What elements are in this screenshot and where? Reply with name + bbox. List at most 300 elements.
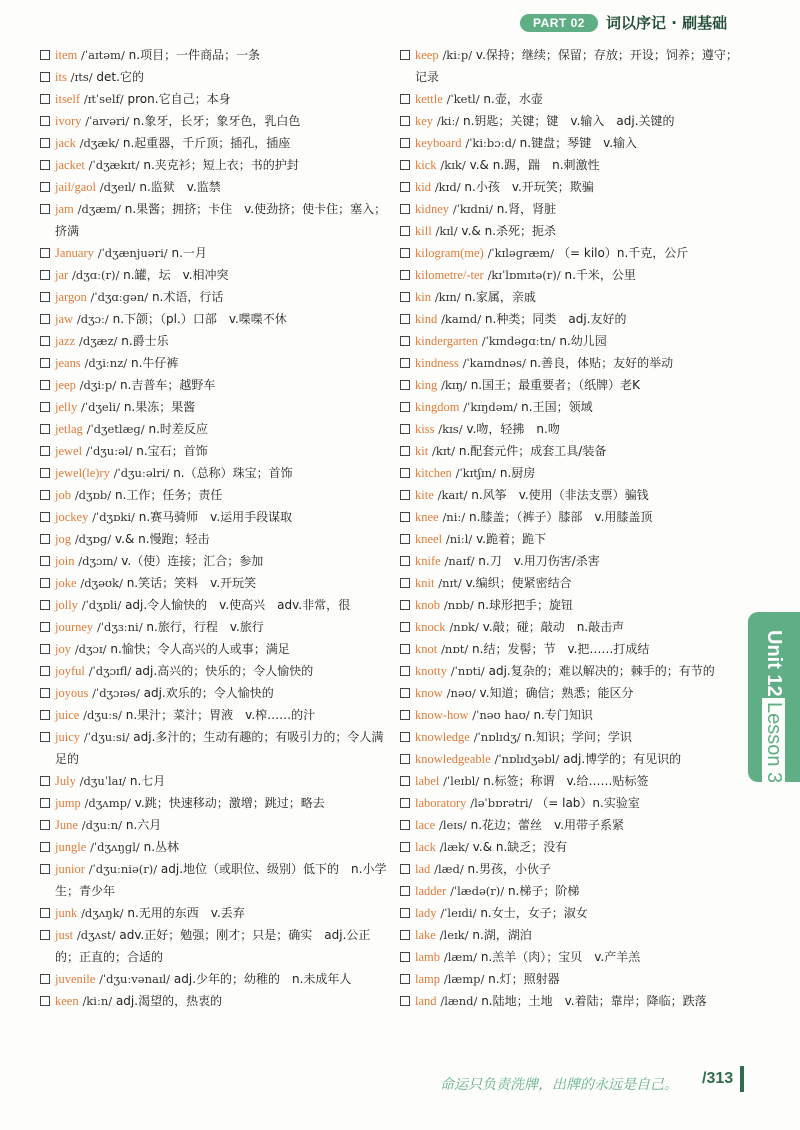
phonetic: /ˈdʒuːəlri/ xyxy=(113,466,170,480)
page-number-bar xyxy=(740,1066,744,1092)
entry-checkbox[interactable] xyxy=(40,358,50,368)
entry-checkbox[interactable] xyxy=(400,622,410,632)
headword: kill xyxy=(415,224,432,238)
phonetic: /læm/ xyxy=(443,950,477,964)
lesson-label: Lesson 3 xyxy=(762,698,785,787)
phonetic: /ˈnɒti/ xyxy=(450,664,485,678)
vocab-entry xyxy=(400,198,740,220)
phonetic: /ˈdʒuːvənaɪl/ xyxy=(99,972,171,986)
vocab-entry xyxy=(400,176,740,198)
phonetic: /nɒk/ xyxy=(449,620,479,634)
definition: n.家属，亲戚 xyxy=(464,290,536,304)
headword: item xyxy=(55,48,78,62)
vocab-column-right xyxy=(400,44,740,1012)
vocab-entry xyxy=(400,792,740,814)
headword: lad xyxy=(415,862,431,876)
headword: January xyxy=(55,246,94,260)
vocab-entry xyxy=(400,770,740,792)
phonetic: /kɪl/ xyxy=(435,224,458,238)
headword: joyful xyxy=(55,664,85,678)
entry-checkbox[interactable] xyxy=(40,688,50,698)
vocab-entry xyxy=(40,902,390,924)
headword: jolly xyxy=(55,598,78,612)
headword: know xyxy=(415,686,443,700)
entry-checkbox[interactable] xyxy=(40,732,50,742)
footer-motto: 命运只负责洗牌，出牌的永远是自己。 xyxy=(440,1077,678,1093)
phonetic: /dʒʌmp/ xyxy=(84,796,131,810)
entry-checkbox[interactable] xyxy=(40,314,50,324)
vocab-entry xyxy=(400,440,740,462)
header-title: 词以序记 · 刷基础 xyxy=(606,14,728,32)
headword: just xyxy=(55,928,74,942)
vocab-entry xyxy=(40,176,390,198)
definition: adj.令人愉快的 v.使高兴 adv.非常，很 xyxy=(125,598,351,612)
vocab-entry xyxy=(40,286,390,308)
phonetic: /ˈkɪləɡræm/ xyxy=(487,246,555,260)
phonetic: /ˈkiːbɔːd/ xyxy=(465,136,516,150)
definition: （= kilo）n.千克，公斤 xyxy=(558,246,689,260)
phonetic: /ˈaɪvəri/ xyxy=(85,114,130,128)
entry-checkbox[interactable] xyxy=(40,512,50,522)
headword: ivory xyxy=(55,114,82,128)
phonetic: /kɪn/ xyxy=(434,290,461,304)
vocab-entry xyxy=(40,506,390,528)
vocab-entry xyxy=(40,154,390,176)
entry-checkbox[interactable] xyxy=(40,534,50,544)
entry-checkbox[interactable] xyxy=(400,600,410,610)
definition: n.知识；学问；学识 xyxy=(524,730,632,744)
entry-checkbox[interactable] xyxy=(40,864,50,874)
entry-checkbox[interactable] xyxy=(40,50,50,60)
phonetic: /lænd/ xyxy=(440,994,478,1008)
vocab-entry xyxy=(400,506,740,528)
definition: n.女士，女子；淑女 xyxy=(480,906,588,920)
definition: n.风筝 v.使用（非法支票）骗钱 xyxy=(471,488,649,502)
vocab-entry xyxy=(400,880,740,902)
phonetic: /ˈdʒuːəl/ xyxy=(85,444,133,458)
vocab-entry xyxy=(400,528,740,550)
headword: join xyxy=(55,554,75,568)
phonetic: /kaɪnd/ xyxy=(441,312,482,326)
phonetic: /niːl/ xyxy=(445,532,473,546)
definition: n.男孩，小伙子 xyxy=(467,862,551,876)
entry-checkbox[interactable] xyxy=(40,710,50,720)
headword: land xyxy=(415,994,437,1008)
phonetic: /nɒb/ xyxy=(443,598,474,612)
entry-checkbox[interactable] xyxy=(400,292,410,302)
headword: kick xyxy=(415,158,437,172)
headword: keep xyxy=(415,48,439,62)
entry-checkbox[interactable] xyxy=(400,952,410,962)
headword: jewel xyxy=(55,444,83,458)
vocab-entry xyxy=(40,242,390,264)
vocab-entry xyxy=(400,242,740,264)
headword: knife xyxy=(415,554,441,568)
vocab-entry xyxy=(400,682,740,704)
vocab-entry xyxy=(400,88,740,110)
entry-checkbox[interactable] xyxy=(400,908,410,918)
vocab-entry xyxy=(40,396,390,418)
phonetic: /dʒeɪl/ xyxy=(99,180,136,194)
headword: kindness xyxy=(415,356,459,370)
vocab-entry xyxy=(400,220,740,242)
definition: adj.复杂的；难以解决的；棘手的；有节的 xyxy=(488,664,715,678)
phonetic: /ˈkaɪndnəs/ xyxy=(462,356,526,370)
definition: adj.少年的；幼稚的 n.未成年人 xyxy=(173,972,352,986)
phonetic: /dʒuˈlaɪ/ xyxy=(79,774,127,788)
definition: adv.正好；勉强；刚才；只是；确实 adj.公正的；正直的；合适的 xyxy=(55,928,371,964)
vocab-entry xyxy=(400,836,740,858)
entry-checkbox[interactable] xyxy=(40,974,50,984)
phonetic: /ˈleɪdi/ xyxy=(440,906,477,920)
entry-checkbox[interactable] xyxy=(40,402,50,412)
definition: v.& n.缺乏；没有 xyxy=(472,840,568,854)
entry-checkbox[interactable] xyxy=(400,336,410,346)
entry-checkbox[interactable] xyxy=(400,94,410,104)
phonetic: /kɪs/ xyxy=(438,422,463,436)
headword: jeep xyxy=(55,378,76,392)
definition: adj.渴望的，热衷的 xyxy=(115,994,223,1008)
phonetic: /dʒɒɡ/ xyxy=(74,532,112,546)
vocab-entry xyxy=(400,308,740,330)
phonetic: /dʒʌŋk/ xyxy=(81,906,124,920)
entry-checkbox[interactable] xyxy=(40,996,50,1006)
phonetic: /ləˈbɒrətri/ xyxy=(470,796,533,810)
vocab-entry xyxy=(40,132,390,154)
phonetic: /dʒʌst/ xyxy=(76,928,116,942)
definition: n.专门知识 xyxy=(533,708,593,722)
headword: label xyxy=(415,774,440,788)
entry-checkbox[interactable] xyxy=(40,72,50,82)
entry-checkbox[interactable] xyxy=(400,578,410,588)
vocab-entry xyxy=(40,374,390,396)
headword: kettle xyxy=(415,92,443,106)
entry-checkbox[interactable] xyxy=(40,622,50,632)
definition: n.千米，公里 xyxy=(564,268,636,282)
vocab-entry xyxy=(400,330,740,352)
vocab-entry xyxy=(400,550,740,572)
headword: jar xyxy=(55,268,69,282)
definition: n.牛仔裤 xyxy=(130,356,179,370)
definition: n.六月 xyxy=(125,818,162,832)
definition: n.项目；一件商品；一条 xyxy=(128,48,261,62)
phonetic: /læmp/ xyxy=(443,972,485,986)
entry-checkbox[interactable] xyxy=(400,402,410,412)
vocab-entry xyxy=(40,616,390,638)
entry-checkbox[interactable] xyxy=(400,688,410,698)
vocab-entry xyxy=(40,924,390,968)
phonetic: /ˈdʒuːsi/ xyxy=(83,730,130,744)
definition: n.时差反应 xyxy=(148,422,208,436)
entry-checkbox[interactable] xyxy=(40,930,50,940)
vocab-entry xyxy=(400,902,740,924)
headword: lady xyxy=(415,906,437,920)
definition: v.知道；确信；熟悉；能区分 xyxy=(479,686,634,700)
phonetic: /ˈlædə(r)/ xyxy=(450,884,505,898)
phonetic: /dʒæz/ xyxy=(78,334,118,348)
entry-checkbox[interactable] xyxy=(400,468,410,478)
definition: n.小孩 v.开玩笑；欺骗 xyxy=(464,180,594,194)
entry-checkbox[interactable] xyxy=(400,446,410,456)
vocab-entry xyxy=(40,770,390,792)
definition: n.下颌；（pl.）口部 v.喋喋不休 xyxy=(112,312,287,326)
entry-checkbox[interactable] xyxy=(40,908,50,918)
vocab-entry xyxy=(40,418,390,440)
phonetic: /dʒɔː/ xyxy=(76,312,109,326)
entry-checkbox[interactable] xyxy=(400,842,410,852)
vocab-entry xyxy=(40,66,390,88)
entry-checkbox[interactable] xyxy=(40,556,50,566)
vocab-entry xyxy=(400,264,740,286)
headword: knob xyxy=(415,598,440,612)
entry-checkbox[interactable] xyxy=(400,248,410,258)
headword: kingdom xyxy=(415,400,460,414)
vocab-entry xyxy=(400,484,740,506)
part-badge: PART 02 xyxy=(520,14,598,32)
vocab-entry xyxy=(40,88,390,110)
vocab-entry xyxy=(400,616,740,638)
phonetic: /ɪtˈself/ xyxy=(83,92,124,106)
vocab-entry xyxy=(40,352,390,374)
headword: lace xyxy=(415,818,436,832)
headword: jaw xyxy=(55,312,74,326)
vocab-entry xyxy=(400,990,740,1012)
phonetic: /læd/ xyxy=(434,862,464,876)
vocab-entry xyxy=(40,638,390,660)
definition: v.保持；继续；保留；存放；开设；饲养；遵守；记录 xyxy=(415,48,738,84)
headword: jargon xyxy=(55,290,87,304)
headword: kit xyxy=(415,444,429,458)
vocab-entry xyxy=(400,814,740,836)
entry-checkbox[interactable] xyxy=(40,380,50,390)
phonetic: /leɪk/ xyxy=(439,928,469,942)
entry-checkbox[interactable] xyxy=(400,754,410,764)
definition: n.厨房 xyxy=(499,466,536,480)
entry-checkbox[interactable] xyxy=(40,248,50,258)
entry-checkbox[interactable] xyxy=(400,534,410,544)
entry-checkbox[interactable] xyxy=(400,270,410,280)
entry-checkbox[interactable] xyxy=(40,644,50,654)
headword: juicy xyxy=(55,730,80,744)
entry-checkbox[interactable] xyxy=(40,270,50,280)
definition: n.钥匙；关键；键 v.输入 adj.关键的 xyxy=(463,114,675,128)
entry-checkbox[interactable] xyxy=(40,666,50,676)
vocab-entry xyxy=(400,858,740,880)
phonetic: /ˈdʒækɪt/ xyxy=(88,158,140,172)
entry-checkbox[interactable] xyxy=(400,864,410,874)
definition: n.梯子；阶梯 xyxy=(507,884,580,898)
phonetic: /dʒəʊk/ xyxy=(80,576,123,590)
phonetic: /dʒuːs/ xyxy=(83,708,122,722)
entry-checkbox[interactable] xyxy=(400,996,410,1006)
phonetic: /ˈdʒʌŋɡl/ xyxy=(90,840,140,854)
vocab-entry xyxy=(40,836,390,858)
entry-checkbox[interactable] xyxy=(400,160,410,170)
vocab-entry xyxy=(40,528,390,550)
entry-checkbox[interactable] xyxy=(400,798,410,808)
vocab-entry xyxy=(40,682,390,704)
vocab-entry xyxy=(400,572,740,594)
entry-checkbox[interactable] xyxy=(40,138,50,148)
headword: jockey xyxy=(55,510,89,524)
vocab-entry xyxy=(40,308,390,330)
entry-checkbox[interactable] xyxy=(40,292,50,302)
headword: jeans xyxy=(55,356,81,370)
headword: jazz xyxy=(55,334,76,348)
phonetic: /dʒiːnz/ xyxy=(84,356,128,370)
vocab-entry xyxy=(40,550,390,572)
phonetic: /dʒuːn/ xyxy=(81,818,123,832)
phonetic: /ˈdʒɑːɡən/ xyxy=(90,290,149,304)
phonetic: /nɪt/ xyxy=(438,576,462,590)
vocab-entry xyxy=(400,726,740,748)
entry-checkbox[interactable] xyxy=(40,94,50,104)
vocab-entry xyxy=(40,484,390,506)
headword: kitchen xyxy=(415,466,452,480)
definition: adj.博学的；有见识的 xyxy=(563,752,682,766)
headword: its xyxy=(55,70,67,84)
entry-checkbox[interactable] xyxy=(40,204,50,214)
entry-checkbox[interactable] xyxy=(400,710,410,720)
headword: kindergarten xyxy=(415,334,478,348)
entry-checkbox[interactable] xyxy=(40,578,50,588)
phonetic: /naɪf/ xyxy=(444,554,475,568)
vocab-entry xyxy=(400,352,740,374)
entry-checkbox[interactable] xyxy=(400,820,410,830)
definition: n.夹克衫；短上衣；书的护封 xyxy=(143,158,299,172)
entry-checkbox[interactable] xyxy=(400,182,410,192)
headword: kind xyxy=(415,312,438,326)
definition: n.膝盖；（裤子）膝部 v.用膝盖顶 xyxy=(468,510,653,524)
definition: n.果酱；拥挤；卡住 v.使劲挤；使卡住；塞入；挤满 xyxy=(55,202,387,238)
headword: joy xyxy=(55,642,71,656)
entry-checkbox[interactable] xyxy=(400,732,410,742)
headword: kneel xyxy=(415,532,443,546)
entry-checkbox[interactable] xyxy=(400,974,410,984)
entry-checkbox[interactable] xyxy=(400,424,410,434)
phonetic: /ˈdʒeli/ xyxy=(81,400,120,414)
phonetic: /nəʊ/ xyxy=(446,686,476,700)
definition: v.跳；快速移动；激增；跳过；略去 xyxy=(134,796,325,810)
definition: （= lab）n.实验室 xyxy=(536,796,640,810)
vocab-entry xyxy=(400,154,740,176)
entry-checkbox[interactable] xyxy=(400,512,410,522)
entry-checkbox[interactable] xyxy=(400,380,410,390)
headword: kilogram(me) xyxy=(415,246,484,260)
phonetic: /kiːn/ xyxy=(82,994,113,1008)
phonetic: /kɪt/ xyxy=(432,444,456,458)
definition: n.灯；照射器 xyxy=(488,972,560,986)
entry-checkbox[interactable] xyxy=(40,336,50,346)
headword: itself xyxy=(55,92,80,106)
headword: keen xyxy=(55,994,79,1008)
entry-checkbox[interactable] xyxy=(400,138,410,148)
phonetic: /kiː/ xyxy=(436,114,460,128)
phonetic: /læk/ xyxy=(439,840,469,854)
phonetic: /ˈdʒetlæɡ/ xyxy=(86,422,145,436)
headword: knit xyxy=(415,576,435,590)
entry-checkbox[interactable] xyxy=(400,490,410,500)
headword: lamp xyxy=(415,972,440,986)
entry-checkbox[interactable] xyxy=(40,600,50,610)
entry-checkbox[interactable] xyxy=(400,666,410,676)
definition: v.（使）连接；汇合；参加 xyxy=(121,554,264,568)
headword: jail/gaol xyxy=(55,180,96,194)
entry-checkbox[interactable] xyxy=(40,468,50,478)
vocab-entry xyxy=(400,462,740,484)
headword: kite xyxy=(415,488,434,502)
vocab-entry xyxy=(40,660,390,682)
entry-checkbox[interactable] xyxy=(40,820,50,830)
entry-checkbox[interactable] xyxy=(400,50,410,60)
phonetic: /ˈdʒɒli/ xyxy=(81,598,122,612)
headword: keyboard xyxy=(415,136,462,150)
entry-checkbox[interactable] xyxy=(40,490,50,500)
entry-checkbox[interactable] xyxy=(40,424,50,434)
vocab-entry xyxy=(40,726,390,770)
vocab-entry xyxy=(40,968,390,990)
definition: adj.多汁的；生动有趣的；有吸引力的；令人满足的 xyxy=(55,730,384,766)
definition: n.结；发髻；节 v.把……打成结 xyxy=(472,642,650,656)
entry-checkbox[interactable] xyxy=(400,314,410,324)
phonetic: /dʒæm/ xyxy=(77,202,121,216)
entry-checkbox[interactable] xyxy=(40,798,50,808)
phonetic: /dʒæk/ xyxy=(79,136,120,150)
vocab-entry xyxy=(40,572,390,594)
definition: n.壶，水壶 xyxy=(483,92,543,106)
vocab-entry xyxy=(40,858,390,902)
definition: n.球形把手；旋钮 xyxy=(477,598,573,612)
entry-checkbox[interactable] xyxy=(400,226,410,236)
vocab-entry xyxy=(400,594,740,616)
entry-checkbox[interactable] xyxy=(40,160,50,170)
unit-label: Unit 12 xyxy=(763,630,785,697)
entry-checkbox[interactable] xyxy=(40,446,50,456)
headword: laboratory xyxy=(415,796,467,810)
phonetic: /ˈketl/ xyxy=(446,92,480,106)
phonetic: /ˈkɪdni/ xyxy=(452,202,493,216)
phonetic: /ˈnɒlɪdʒəbl/ xyxy=(494,752,560,766)
phonetic: /dʒɑː(r)/ xyxy=(72,268,120,282)
entry-checkbox[interactable] xyxy=(400,886,410,896)
entry-checkbox[interactable] xyxy=(40,182,50,192)
entry-checkbox[interactable] xyxy=(400,776,410,786)
vocab-entry xyxy=(40,264,390,286)
entry-checkbox[interactable] xyxy=(40,842,50,852)
entry-checkbox[interactable] xyxy=(400,204,410,214)
definition: n.愉快；令人高兴的人或事；满足 xyxy=(110,642,290,656)
definition: n.果汁；菜汁；胃液 v.榨……的汁 xyxy=(125,708,316,722)
phonetic: /niː/ xyxy=(442,510,466,524)
entry-checkbox[interactable] xyxy=(40,116,50,126)
entry-checkbox[interactable] xyxy=(40,776,50,786)
definition: n.起重器，千斤顶；插孔，插座 xyxy=(122,136,291,150)
phonetic: /ˈkɪndəɡɑːtn/ xyxy=(481,334,556,348)
definition: n.羔羊（肉）；宝贝 v.产羊羔 xyxy=(480,950,641,964)
phonetic: /dʒɒb/ xyxy=(74,488,112,502)
entry-checkbox[interactable] xyxy=(400,930,410,940)
entry-checkbox[interactable] xyxy=(400,116,410,126)
vocab-entry xyxy=(40,330,390,352)
entry-checkbox[interactable] xyxy=(400,644,410,654)
entry-checkbox[interactable] xyxy=(400,556,410,566)
entry-checkbox[interactable] xyxy=(400,358,410,368)
phonetic: /ˈdʒɔɪfl/ xyxy=(88,664,132,678)
definition: n.幼儿园 xyxy=(559,334,607,348)
definition: n.（总称）珠宝；首饰 xyxy=(173,466,293,480)
definition: n.配套元件；成套工具/装备 xyxy=(458,444,607,458)
phonetic: /dʒɔɪn/ xyxy=(78,554,118,568)
